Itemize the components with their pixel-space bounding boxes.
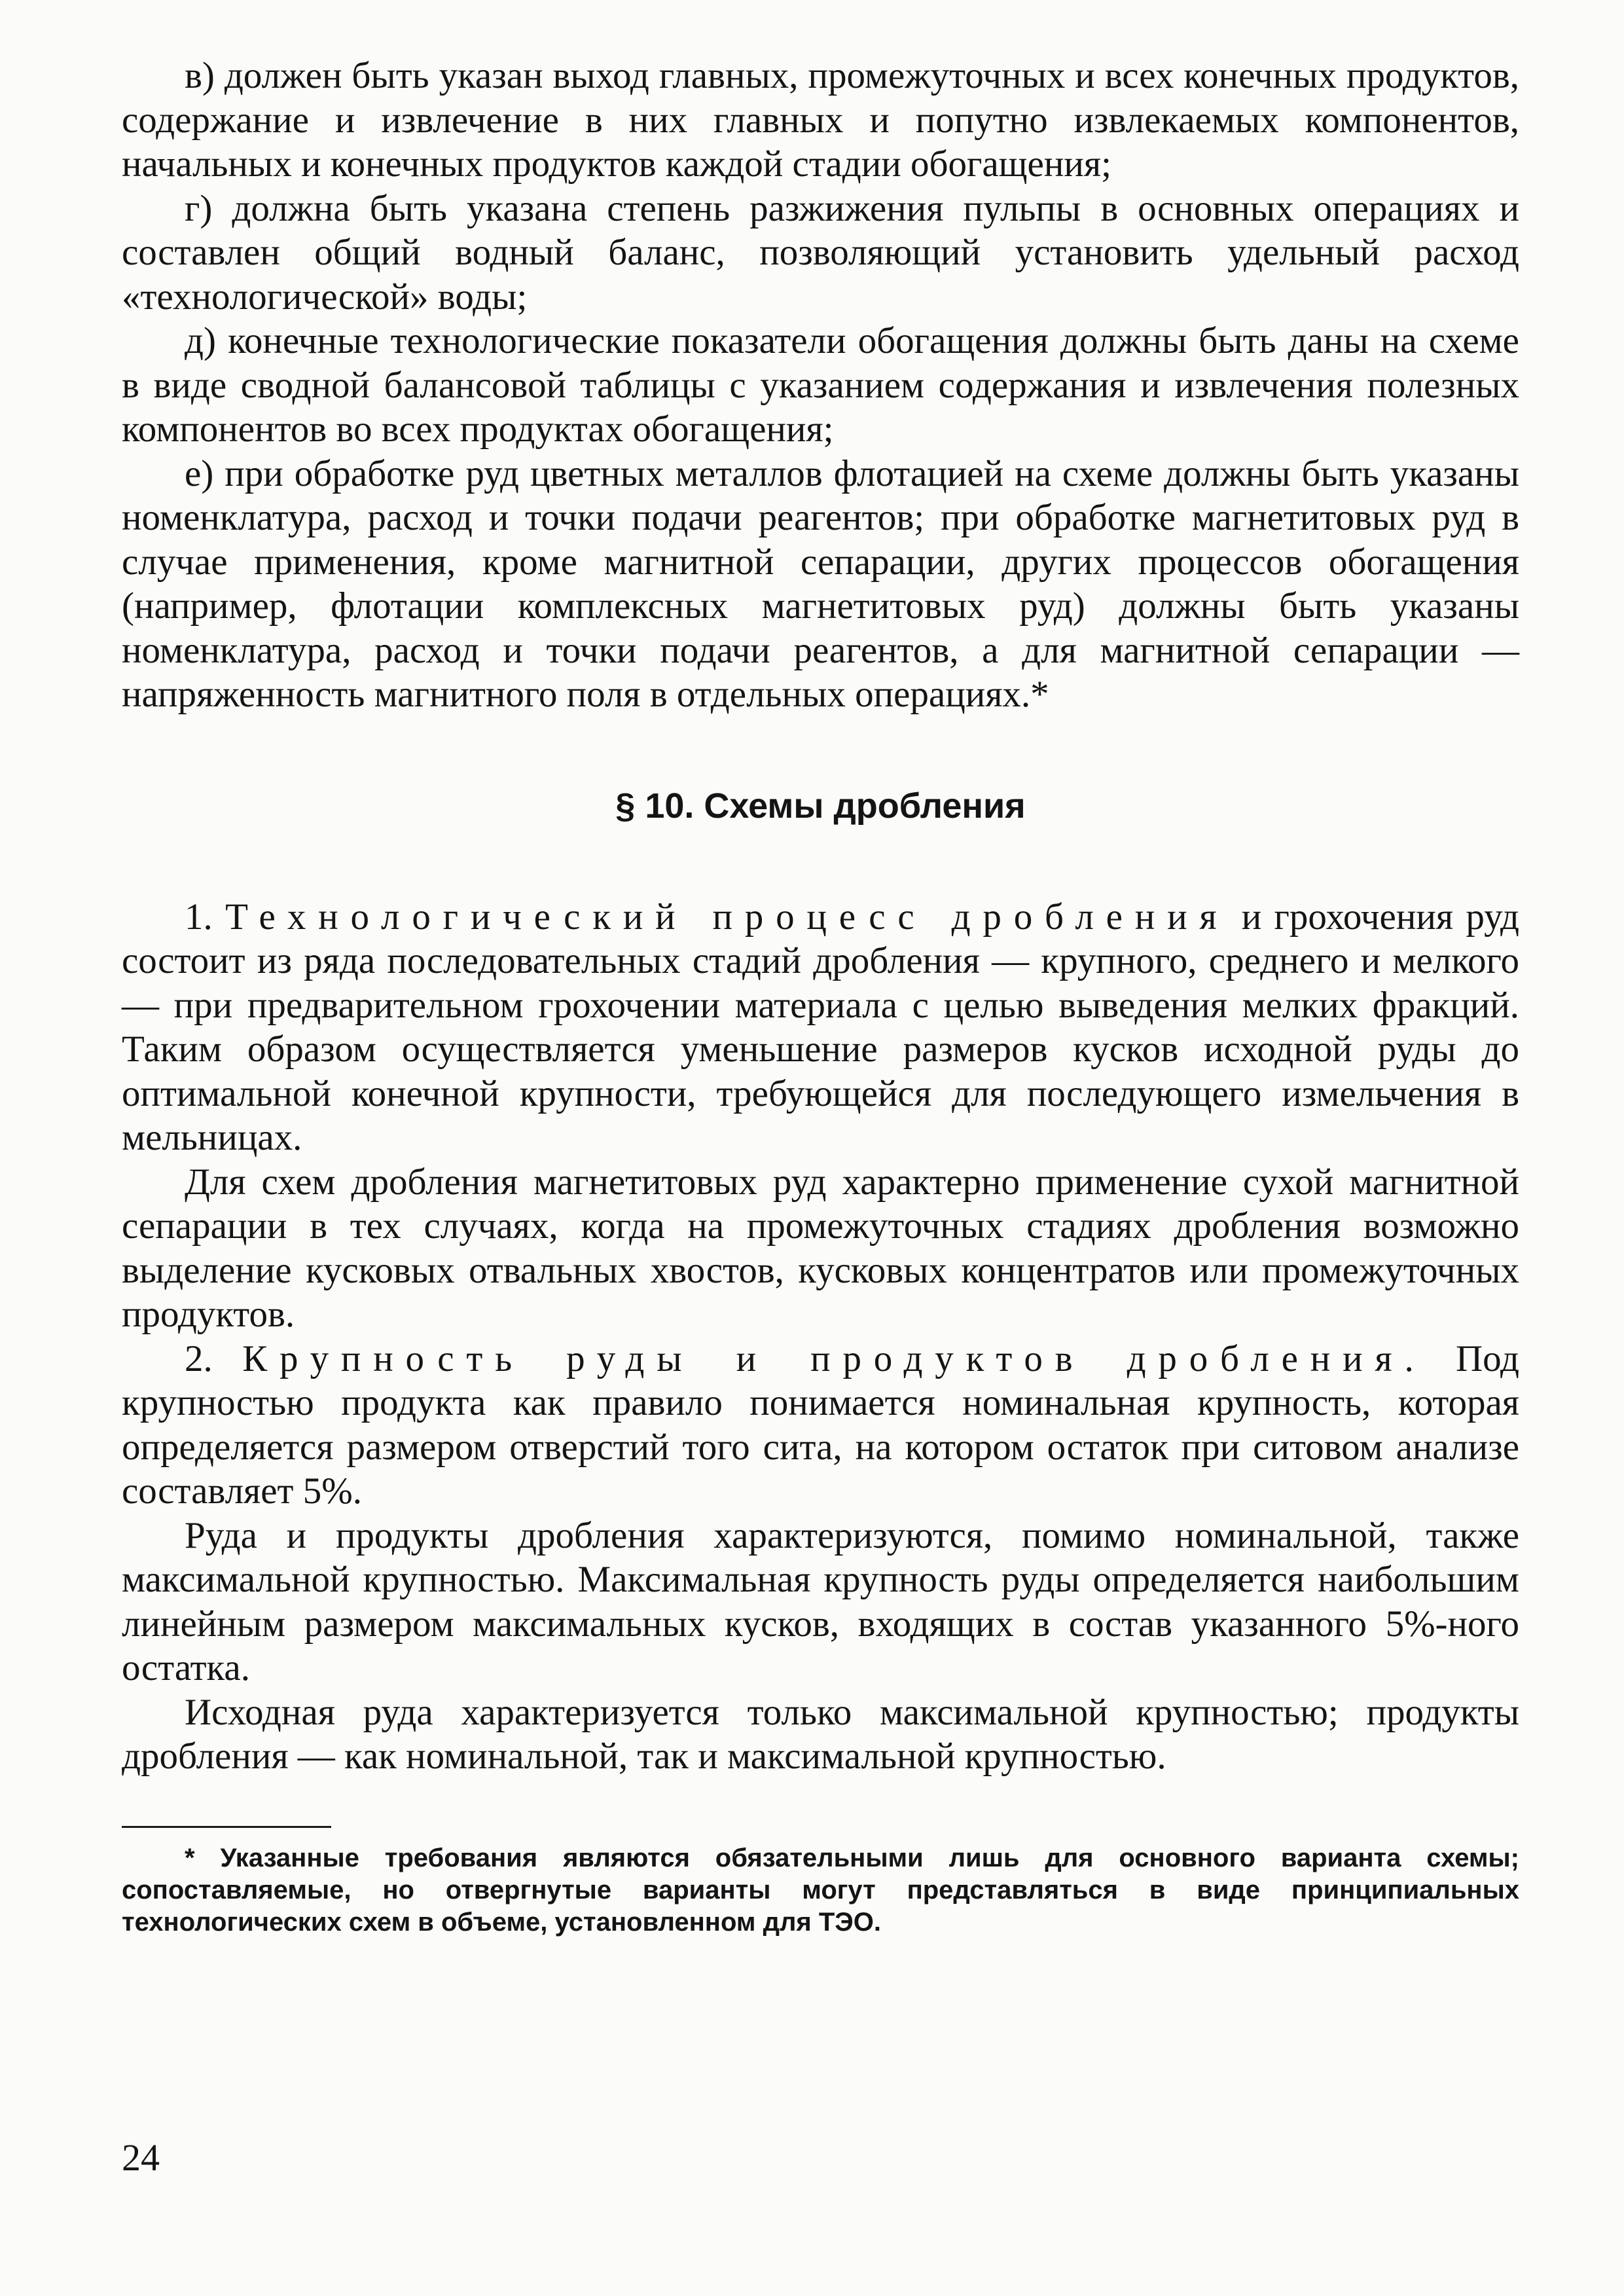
footnote-divider	[122, 1826, 331, 1828]
footnote: * Указанные требования являются обязательными лишь для основного варианта схемы; сопоставляемые, но отвергнутые варианты могут представляться в виде принципиальных технологических схем в объеме, установленном для ТЭО.	[122, 1843, 1519, 1937]
point-1-text: и грохочения руд состоит из ряда последовательных стадий дробления — крупного, среднего и мелкого — при предварительном грохочении материала с целью выведения мелких фракций. Таким образом осуществляется уменьшение размеров кусков исходной руды до оптимальной конечной крупности, требующейся для последующего измельчения в мельницах.	[122, 896, 1520, 1158]
paragraph-point-1	[122, 895, 1519, 1160]
page-body	[122, 54, 1519, 1939]
paragraph-item-e: е) при обработке руд цветных металлов флотацией на схеме должны быть указаны номенклатура, расход и точки подачи реагентов; при обработке магнетитовых руд в случае применения, кроме магнитной сепарации, других процессов обогащения (например, флотации комплексных магнетитовых руд) должны быть указаны номенклатура, расход и точки подачи реагентов, а для магнитной сепарации — напряженность магнитного поля в отдельных операциях.*	[122, 452, 1519, 715]
paragraph-item-v: в) должен быть указан выход главных, промежуточных и всех конечных продуктов, содержание и извлечение в них главных и попутно извлекаемых компонентов, начальных и конечных продуктов каждой стадии обогащения;	[122, 55, 1519, 185]
paragraph-source-ore: Исходная руда характеризуется только максимальной крупностью; продукты дробления — как номинальной, так и максимальной крупностью.	[122, 1691, 1519, 1777]
paragraph-item-g: г) должна быть указана степень разжижения пульпы в основных операциях и составлен общий водный баланс, позволяющий установить удельный расход «технологической» воды;	[122, 187, 1519, 318]
point-2-title: Крупность руды и продуктов дробления.	[242, 1338, 1426, 1379]
section-heading: § 10. Схемы дробления	[615, 786, 1026, 826]
point-1-title: Технологический процесс дробления	[225, 896, 1229, 938]
paragraph-maximum-size: Руда и продукты дробления характеризуются, помимо номинальной, также максимальной крупностью. Максимальная крупность руды определяется наибольшим линейным размером максимальных кусков, входящих в состав указанного 5%-ного остатка.	[122, 1514, 1519, 1688]
paragraph-item-d: д) конечные технологические показатели обогащения должны быть даны на схеме в виде сводной балансовой таблицы с указанием содержания и извлечения полезных компонентов во всех продуктах обогащения;	[122, 320, 1519, 450]
point-1-number: 1.	[185, 896, 213, 938]
paragraph-magnetite-ores: Для схем дробления магнетитовых руд характерно применение сухой магнитной сепарации в тех случаях, когда на промежуточных стадиях дробления возможно выделение кусковых отвальных хвостов, кусковых концентратов или промежуточных продуктов.	[122, 1161, 1519, 1335]
point-2-number: 2.	[185, 1338, 213, 1379]
page-number: 24	[122, 2136, 160, 2179]
paragraph-point-2	[122, 1337, 1519, 1514]
point-2-text: Под крупностью продукта как правило понимается номинальная крупность, которая определяется размером отверстий того сита, на котором остаток при ситовом анализе составляет 5%.	[122, 1338, 1519, 1512]
